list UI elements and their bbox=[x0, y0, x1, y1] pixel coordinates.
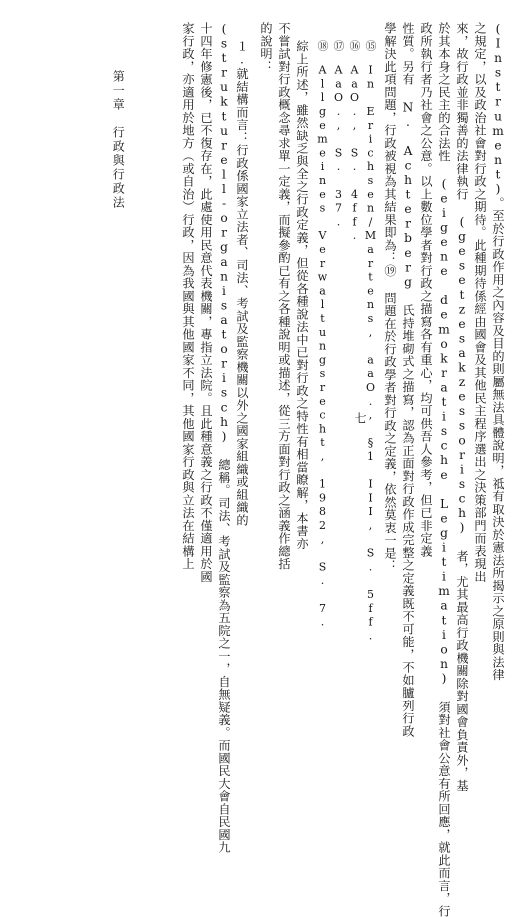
body-text-column: 性質。另有 N. Achterberg 氏持堆砌式之描寫，認為正面對行政作成完整之定義既不可能，不如臚列行政 bbox=[401, 22, 415, 738]
body-text-column: 十四年修憲後，已不復存在，此處使用民意代表機關，專指立法院。且此種意義之行政不僅適用於國 bbox=[199, 22, 213, 583]
body-text-column: 家行政，亦適用於地方（或自治）行政，因為我國與其他國家不同，其他國家行政與立法在結構上 bbox=[181, 22, 195, 571]
body-text-column: 不嘗試對行政概念尋求單一定義，而擬參酌已有之各種說明或描述，從三方面對行政之涵義作總括 bbox=[277, 22, 291, 571]
footnote: ⑰ AaO., S. 37. bbox=[332, 40, 345, 230]
body-text-column: 之規定，以及政治社會對行政之期待。此種期待係經由國會及其他民主程序選出之決策部門而表現出 bbox=[473, 22, 487, 583]
body-text-column: 的說明： bbox=[259, 22, 273, 73]
body-text-column: 於其本身之民主的合法性 (eigene demokratische Legitimation) 須對社會公意有所回應，就此而言，行 bbox=[437, 22, 451, 917]
body-text-column: (Instrument)。至於行政作用之內容及目的則屬無法具體說明，祗有取決於憲法所揭示之原則與法律 bbox=[491, 22, 505, 682]
body-text-column: (strukturell-organisatorisch) 總稱。司法、考試及監察為五院之一，自無疑義。而國民大會自民國九 bbox=[217, 22, 231, 854]
section-heading-column: １.就結構而言：行政係國家立法者、司法、考試及監察機關以外之國家組織或組織的 bbox=[235, 40, 249, 527]
page-number: 七 bbox=[353, 412, 367, 424]
running-head: 第一章 行政與行政法 bbox=[111, 70, 126, 210]
footnote: ⑱ Allgemeines Verwaltungsrecht, 1982, S. 7. bbox=[316, 40, 329, 630]
body-text-column: 政所執行者乃社會之公意。以上數位學者對行政之描寫各有重心，均可供吾人參考，但已非定義 bbox=[419, 22, 433, 558]
footnote: ⑮ In Erichsen/Martens, aaO., §1 III, S. 5ff. bbox=[364, 40, 377, 644]
body-text-column: 來，故行政並非獨善的法律執行 (gesetzesakzessorisch) 者，尤其最高行政機關除對國會負責外，基 bbox=[455, 22, 469, 792]
body-text-column: 綜上所述，雖然缺乏與全之行政定義，但從各種說法中已對行政之特性有相當瞭解，本書亦 bbox=[295, 40, 309, 550]
footnote: ⑯ AaO., S. 4ff. bbox=[348, 40, 361, 243]
body-text-column: 學解決此項問題，行政被視為其結果即為：⑲ 問題在於行政學者對行政之定義，依然莫衷一是： bbox=[383, 22, 397, 573]
